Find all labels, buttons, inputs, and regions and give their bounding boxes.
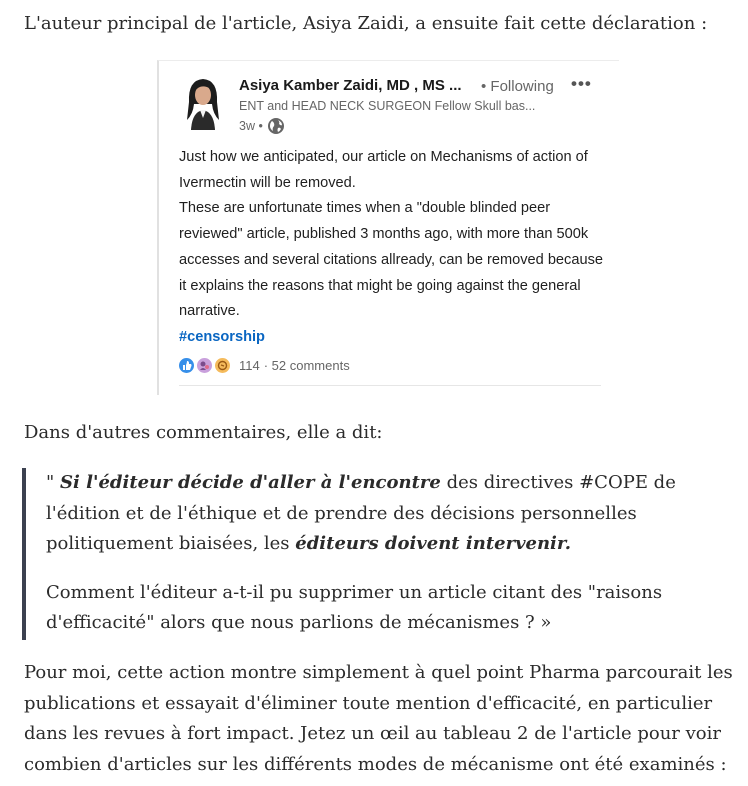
quote-emphasis-2: éditeurs doivent intervenir. (295, 533, 571, 554)
quote-emphasis-1: Si l'éditeur décide d'aller à l'encontre (60, 472, 441, 493)
quote-paragraph-2: Comment l'éditeur a-t-il pu supprimer un article citant des "raisons d'efficacité" alors que nous parlions de mécanismes ? » (46, 581, 663, 633)
reaction-count[interactable]: 114 (239, 358, 260, 373)
like-reaction-icon (179, 358, 194, 373)
author-avatar[interactable] (179, 74, 227, 130)
hashtag-link[interactable]: #censorship (179, 328, 265, 345)
insightful-reaction-icon (215, 358, 230, 373)
author-headline: ENT and HEAD NECK SURGEON Fellow Skull bas... (239, 99, 536, 113)
comments-count[interactable]: · 52 comments (263, 358, 350, 373)
support-reaction-icon (197, 358, 212, 373)
post-paragraph: Just how we anticipated, our article on Mechanisms of action of Ivermectin will be removed. (179, 149, 588, 191)
following-label[interactable]: • Following (481, 78, 554, 95)
post-time: 3w • (239, 119, 263, 133)
linkedin-post-card (157, 60, 619, 395)
post-paragraph: These are unfortunate times when a "double blinded peer reviewed" article, published 3 months ago, with more than 500k accesses and several citations allready, can be removed because it explains the reasons that might be going against the general narrative. (179, 200, 603, 320)
final-paragraph: Pour moi, cette action montre simplement à quel point Pharma parcourait les publications et essayait d'éliminer toute mention d'efficacité, en particulier dans les revues à fort impact. Jetez un œil au tableau 2 de l'article pour voir combien d'articles sur les différents modes de mécanisme ont été examinés : (24, 662, 733, 775)
post-author-name[interactable]: Asiya Kamber Zaidi, MD , MS ... (239, 77, 462, 94)
quote-text-1: des directives #COPE de l'édition et de l'éthique et de prendre des décisions personnelles politiquement biaisées, les (46, 472, 676, 554)
post-body (179, 145, 609, 351)
card-divider (179, 385, 601, 386)
globe-icon (267, 117, 285, 135)
reactions-bar[interactable] (179, 358, 350, 373)
quote-paragraph-1 (26, 468, 726, 560)
intro-paragraph: L'auteur principal de l'article, Asiya Zaidi, a ensuite fait cette déclaration : (24, 13, 708, 34)
more-options-icon[interactable]: ••• (571, 74, 592, 93)
post-meta (239, 117, 285, 135)
after-card-paragraph: Dans d'autres commentaires, elle a dit: (24, 422, 383, 443)
blockquote (22, 468, 726, 640)
quote-open-mark: " (46, 472, 61, 493)
